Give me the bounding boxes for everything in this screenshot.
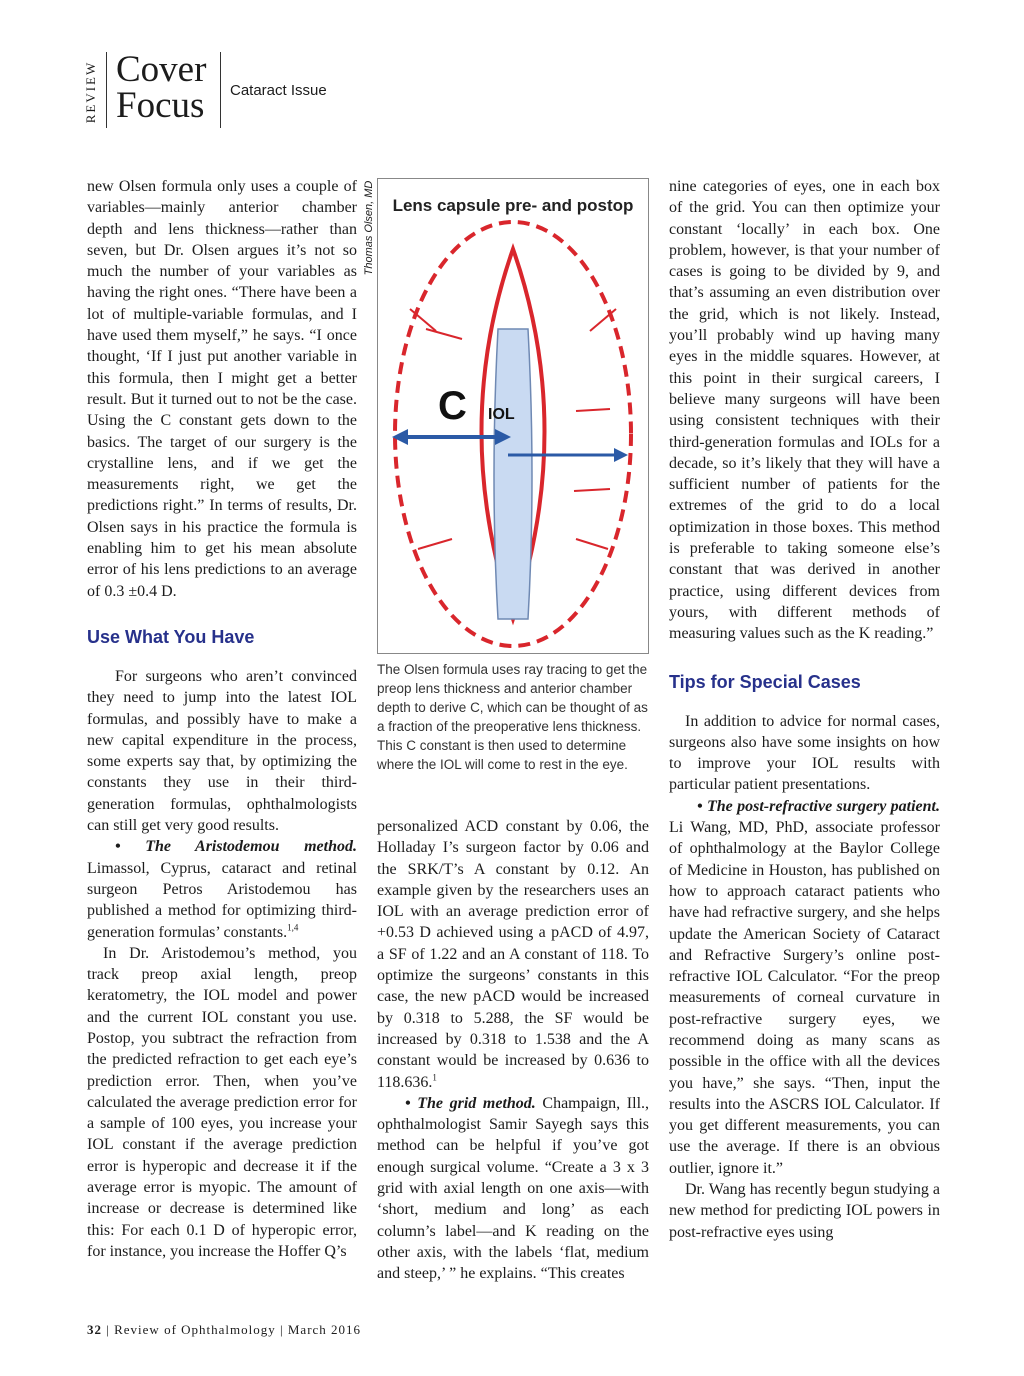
col1-paragraph-4: In Dr. Aristodemou’s method, you track preop axial length, preop keratometry, the IOL model and power and the current IOL constant you use. Postop, you subtract the refraction from the predicted refraction to get each eye’s prediction error. Then, when you’ve calculated the average prediction error for a sample of 100 eyes, you increase your IOL constant if the average prediction error is hyperopic and decrease it if the average error is myopic. The amount of increase or decrease is determined like this: For each 0.1 D of hyperopic error, for instance, you increase the Hoffer Q’s (87, 944, 357, 1260)
label-iol: IOL (488, 406, 515, 423)
title-line-1: Cover (116, 49, 207, 90)
header-divider-2 (220, 52, 221, 128)
issue-date: March 2016 (287, 1322, 362, 1337)
section-heading-tips-special-cases: Tips for Special Cases (669, 671, 861, 692)
figure-title: Lens capsule pre- and postop (392, 196, 634, 215)
issue-label: Cataract Issue (230, 82, 327, 99)
aristodemou-method-text: Limassol, Cyprus, cataract and retinal surgeon Petros Aristodemou has published a method for optimizing third-generation formulas’ constants. (87, 859, 357, 941)
page-number: 32 (87, 1322, 102, 1337)
column-1 (87, 176, 357, 1262)
col3-paragraph-2: In addition to advice for normal cases, surgeons also have some insights on how to improve your IOL results with particular patient presentations. (669, 712, 940, 794)
grid-method-text: Champaign, Ill., ophthalmologist Samir Sayegh says this method can be helpful if you’ve got enough surgical volume. “Create a 3 x 3 grid with axial length on one axis—with ‘short, medium and long’ as each column’s label—and K reading on the other axis, with the labels ‘flat, medium and steep,’ ” he explains. “This creates (377, 1094, 650, 1283)
col1-paragraph-1: new Olsen formula only uses a couple of variables—mainly anterior chamber depth and lens thickness—rather than seven, but Dr. Olsen argues it’s not so much the number of your variables as having the right ones. “There have been a lot of multiple-variable formulas, and I have used them myself,” he says. “I once thought, ‘If I just put another variable in this formula, then I might get a better result. But it turned out to not be the case. Using the C constant gets down to the basics. The target of our surgery is the crystalline lens, and if we get the measurements right, we get the predictions right.” In terms of results, Dr. Olsen says in his practice the formula is enabling him to get his mean absolute error of his lens predictions to an average of 0.3 ±0.4 D. (87, 178, 357, 600)
col1-paragraph-2: For surgeons who aren’t convinced they need to jump into the latest IOL formulas, and possibly have to make a new capital expenditure in the process, some experts say that, by optimizing the constants they use in their third-generation formulas, ophthalmologists can still get very good results. (87, 667, 357, 835)
page-footer (87, 1322, 361, 1338)
photo-credit: Thomas Olsen, MD (363, 180, 375, 276)
aristodemou-method-lead: • The Aristodemou method. (115, 838, 357, 856)
col3-paragraph-3 (669, 796, 940, 1179)
col3-paragraph-1: nine categories of eyes, one in each box of the grid. You can then optimize your constant ‘locally’ in each box. One problem, however, is that your number of cases is going to be divided by 9, and that’s assuming an even distribution over the grid, which is not likely. Instead, you’ll probably wind up having many eyes in the middle squares. However, at this point in their surgical careers, I believe many surgeons will have been using consistent techniques with their third-generation formulas and IOLs for a decade, so it’s likely that they will have a sufficient number of patients for the extremes of the grid to do a local optimization in those boxes. This method is preferable to taking someone else’s constant that was derived in another practice, using different devices from yours, with different methods of measuring values such as the K reading.” (669, 178, 940, 643)
post-refractive-text: Li Wang, MD, PhD, associate professor of ophthalmology at the Baylor College of Medicine in Houston, has published on how to approach cataract patients who have had refractive surgery, and she helps update the American Society of Cataract and Refractive Surgery’s online post-refractive IOL Calculator. “For the preop measurements of corneal curvature in post-refractive surgery eyes, we recommend doing as many scans as possible in the office with all the devices you have,” she says. “Then, input the results into the ASCRS IOL Calculator. If you get different measurements, you can use the average. If there is an obvious outlier, ignore it.” (669, 819, 940, 1177)
reference-superscript: 1 (432, 1072, 437, 1083)
lens-capsule-diagram (378, 179, 648, 653)
figure-caption: The Olsen formula uses ray tracing to get the preop lens thickness and anterior chamber depth to derive C, which can be thought of as a fraction of the preoperative lens thickness. This C constant is then used to determine where the IOL will come to rest in the eye. (377, 662, 648, 772)
footer-separator: | (106, 1322, 115, 1337)
col2-paragraph-2 (377, 1093, 649, 1285)
label-c: C (438, 384, 467, 428)
grid-method-lead: • The grid method. (405, 1094, 536, 1112)
reference-superscript: 1,4 (287, 922, 299, 933)
post-refractive-lead: • The post-refractive surgery patient. (697, 797, 940, 815)
col2-paragraph-1 (377, 816, 649, 1093)
lens-capsule-figure (377, 178, 649, 654)
col2-paragraph-1-text: personalized ACD constant by 0.06, the Holladay I’s surgeon factor by 0.06 and the SRK/T’s A constant by 0.12. An example given by the researchers uses an IOL with an average prediction error of +0.53 D achieved using a pACD of 4.97, a SF of 1.22 and an A constant of 118. To optimize the surgeons’ constants in this case, the new pACD would be increased by 0.318 to 5.288, the SF would be increased by 0.318 to 1.538 and the A constant would be increased by 0.636 to 118.636. (377, 818, 649, 1091)
optical-axis-arrow-head (614, 448, 628, 462)
column-3 (669, 176, 940, 1243)
col1-paragraph-3 (87, 836, 357, 942)
column-2 (377, 816, 649, 1285)
cover-focus-title (116, 49, 207, 126)
footer-separator-2: | (280, 1322, 288, 1337)
col3-paragraph-4: Dr. Wang has recently begun studying a new method for predicting IOL powers in post-refractive eyes using (669, 1181, 940, 1241)
publication-name: Review of Ophthalmology (114, 1322, 276, 1337)
iol-lens (494, 329, 532, 619)
section-vertical-label: REVIEW (83, 60, 98, 124)
header-divider (106, 52, 107, 128)
section-heading-use-what-you-have: Use What You Have (87, 626, 255, 647)
title-line-2: Focus (116, 85, 205, 126)
